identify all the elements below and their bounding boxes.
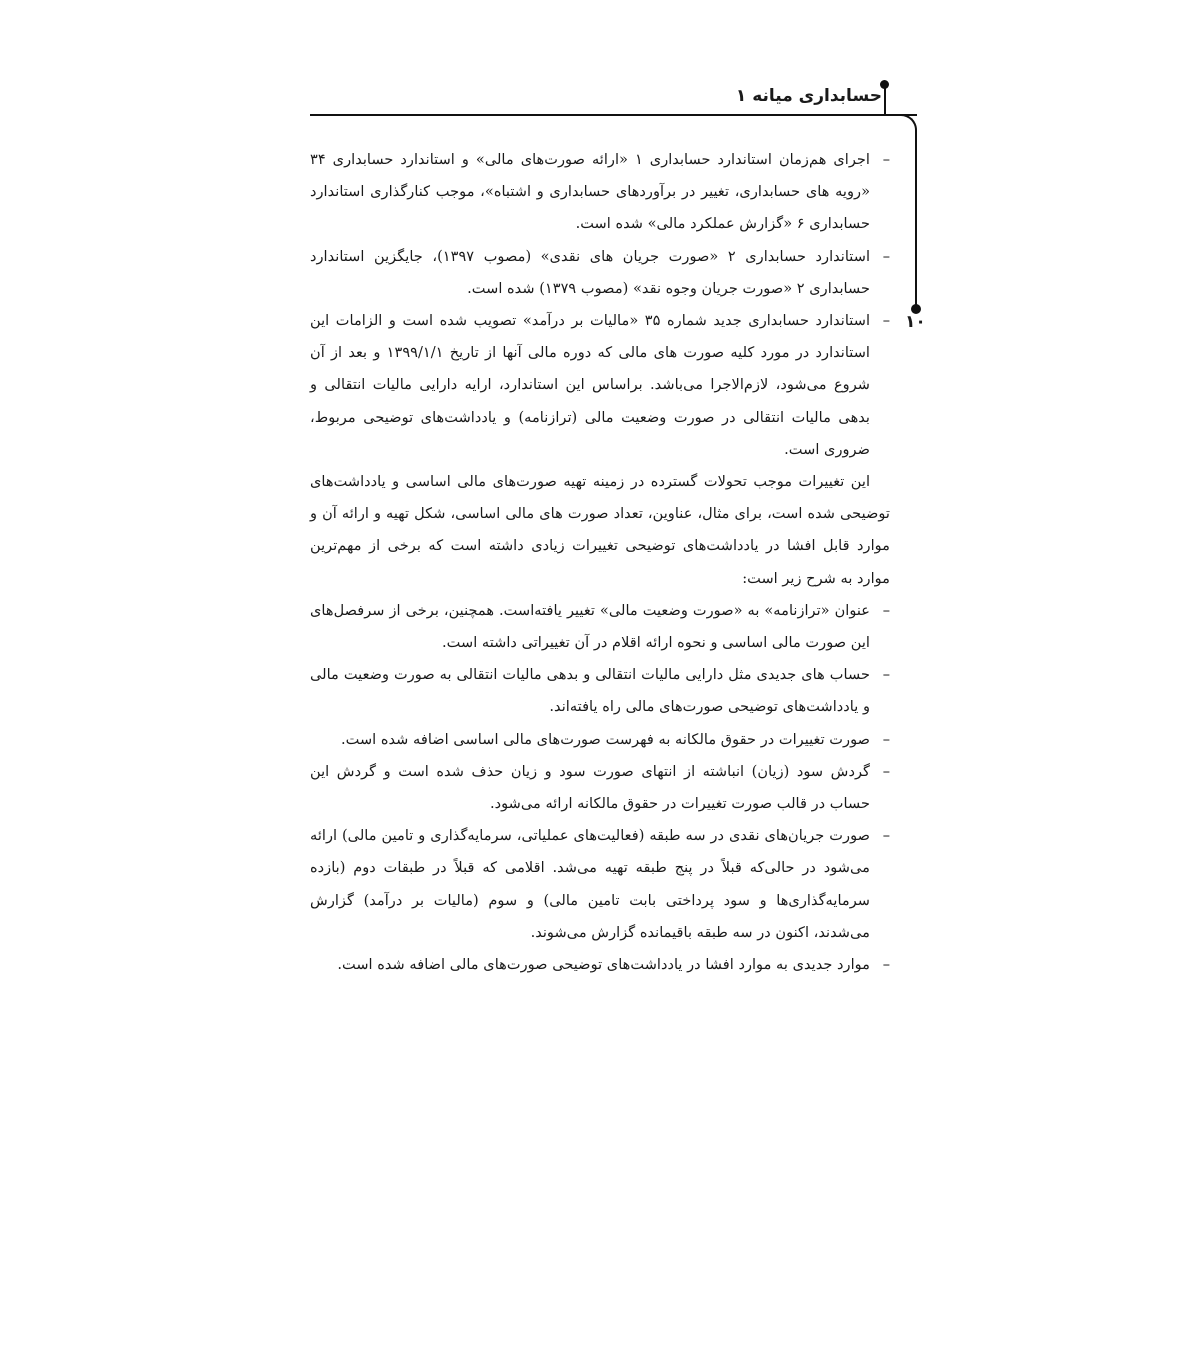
list-item: – عنوان «ترازنامه» به «صورت وضعیت مالی» تغییر یافته‌است. همچنین، برخی از سرفصل‌های این صورت مالی اساسی و نحوه ارائه اقلام در آن تغییراتی داشته است. xyxy=(310,595,890,659)
list-item: – حساب های جدیدی مثل دارایی مالیات انتقالی و بدهی مالیات انتقالی به صورت وضعیت مالی و یادداشت‌های توضیحی صورت‌های مالی راه یافته‌اند. xyxy=(310,659,890,723)
body-text xyxy=(310,144,890,981)
header-rule xyxy=(310,114,917,116)
body-paragraph: این تغییرات موجب تحولات گسترده در زمینه تهیه صورت‌های مالی اساسی و یادداشت‌های توضیحی شده است، برای مثال، عناوین، تعداد صورت های مالی اساسی، شکل تهیه و ارائه آن و موارد قابل افشا در یادداشت‌های توضیحی تغییرات زیادی داشته است که برخی از مهم‌ترین موارد به شرح زیر است: xyxy=(310,473,890,587)
header-ornament-line xyxy=(884,84,886,116)
page-number: ۱۰ xyxy=(905,312,926,332)
margin-ornament-line xyxy=(915,140,917,308)
bullet-list-top xyxy=(310,144,890,466)
list-item: – استاندارد حسابداری ۲ «صورت جریان های نقدی» (مصوب ۱۳۹۷)، جایگزین استاندارد حسابداری ۲ «صورت جریان وجوه نقد» (مصوب ۱۳۷۹) شده است. xyxy=(310,241,890,305)
margin-ornament-curve xyxy=(895,114,917,144)
list-item: – موارد جدیدی به موارد افشا در یادداشت‌های توضیحی صورت‌های مالی اضافه شده است. xyxy=(310,949,890,981)
running-header-title: حسابداری میانه ۱ xyxy=(735,86,882,106)
list-item: – صورت جریان‌های نقدی در سه طبقه (فعالیت‌های عملیاتی، سرمایه‌گذاری و تامین مالی) ارائه می‌شود در حالی‌که قبلاً در پنج طبقه تهیه می‌شد. اقلامی که قبلاً در طبقات دوم (بازده سرمایه‌گذاری‌ها و سود پرداختی بابت تامین مالی) و سوم (مالیات بر درآمد) گزارش می‌شدند، اکنون در سه طبقه باقیمانده گزارش می‌شوند. xyxy=(310,820,890,949)
list-item: – استاندارد حسابداری جدید شماره ۳۵ «مالیات بر درآمد» تصویب شده است و الزامات این استاندارد در مورد کلیه صورت های مالی که دوره مالی آنها از تاریخ ۱۳۹۹/۱/۱ و بعد از آن شروع می‌شود، لازم‌الاجرا می‌باشد. براساس این استاندارد، ارایه دارایی مالیات انتقالی و بدهی مالیات انتقالی در صورت وضعیت مالی (ترازنامه) و یادداشت‌های توضیحی مربوط، ضروری است. xyxy=(310,305,890,466)
list-item: – صورت تغییرات در حقوق مالکانه به فهرست صورت‌های مالی اساسی اضافه شده است. xyxy=(310,724,890,756)
list-item: – اجرای هم‌زمان استاندارد حسابداری ۱ «ارائه صورت‌های مالی» و استاندارد حسابداری ۳۴ «رویه های حسابداری، تغییر در برآوردهای حسابداری و اشتباه»، موجب کنارگذاری استاندارد حسابداری ۶ «گزارش عملکرد مالی» شده است. xyxy=(310,144,890,241)
list-item: – گردش سود (زیان) انباشته از انتهای صورت سود و زیان حذف شده است و گردش این حساب در قالب صورت تغییرات در حقوق مالکانه ارائه می‌شود. xyxy=(310,756,890,820)
bullet-list-bottom xyxy=(310,595,890,981)
